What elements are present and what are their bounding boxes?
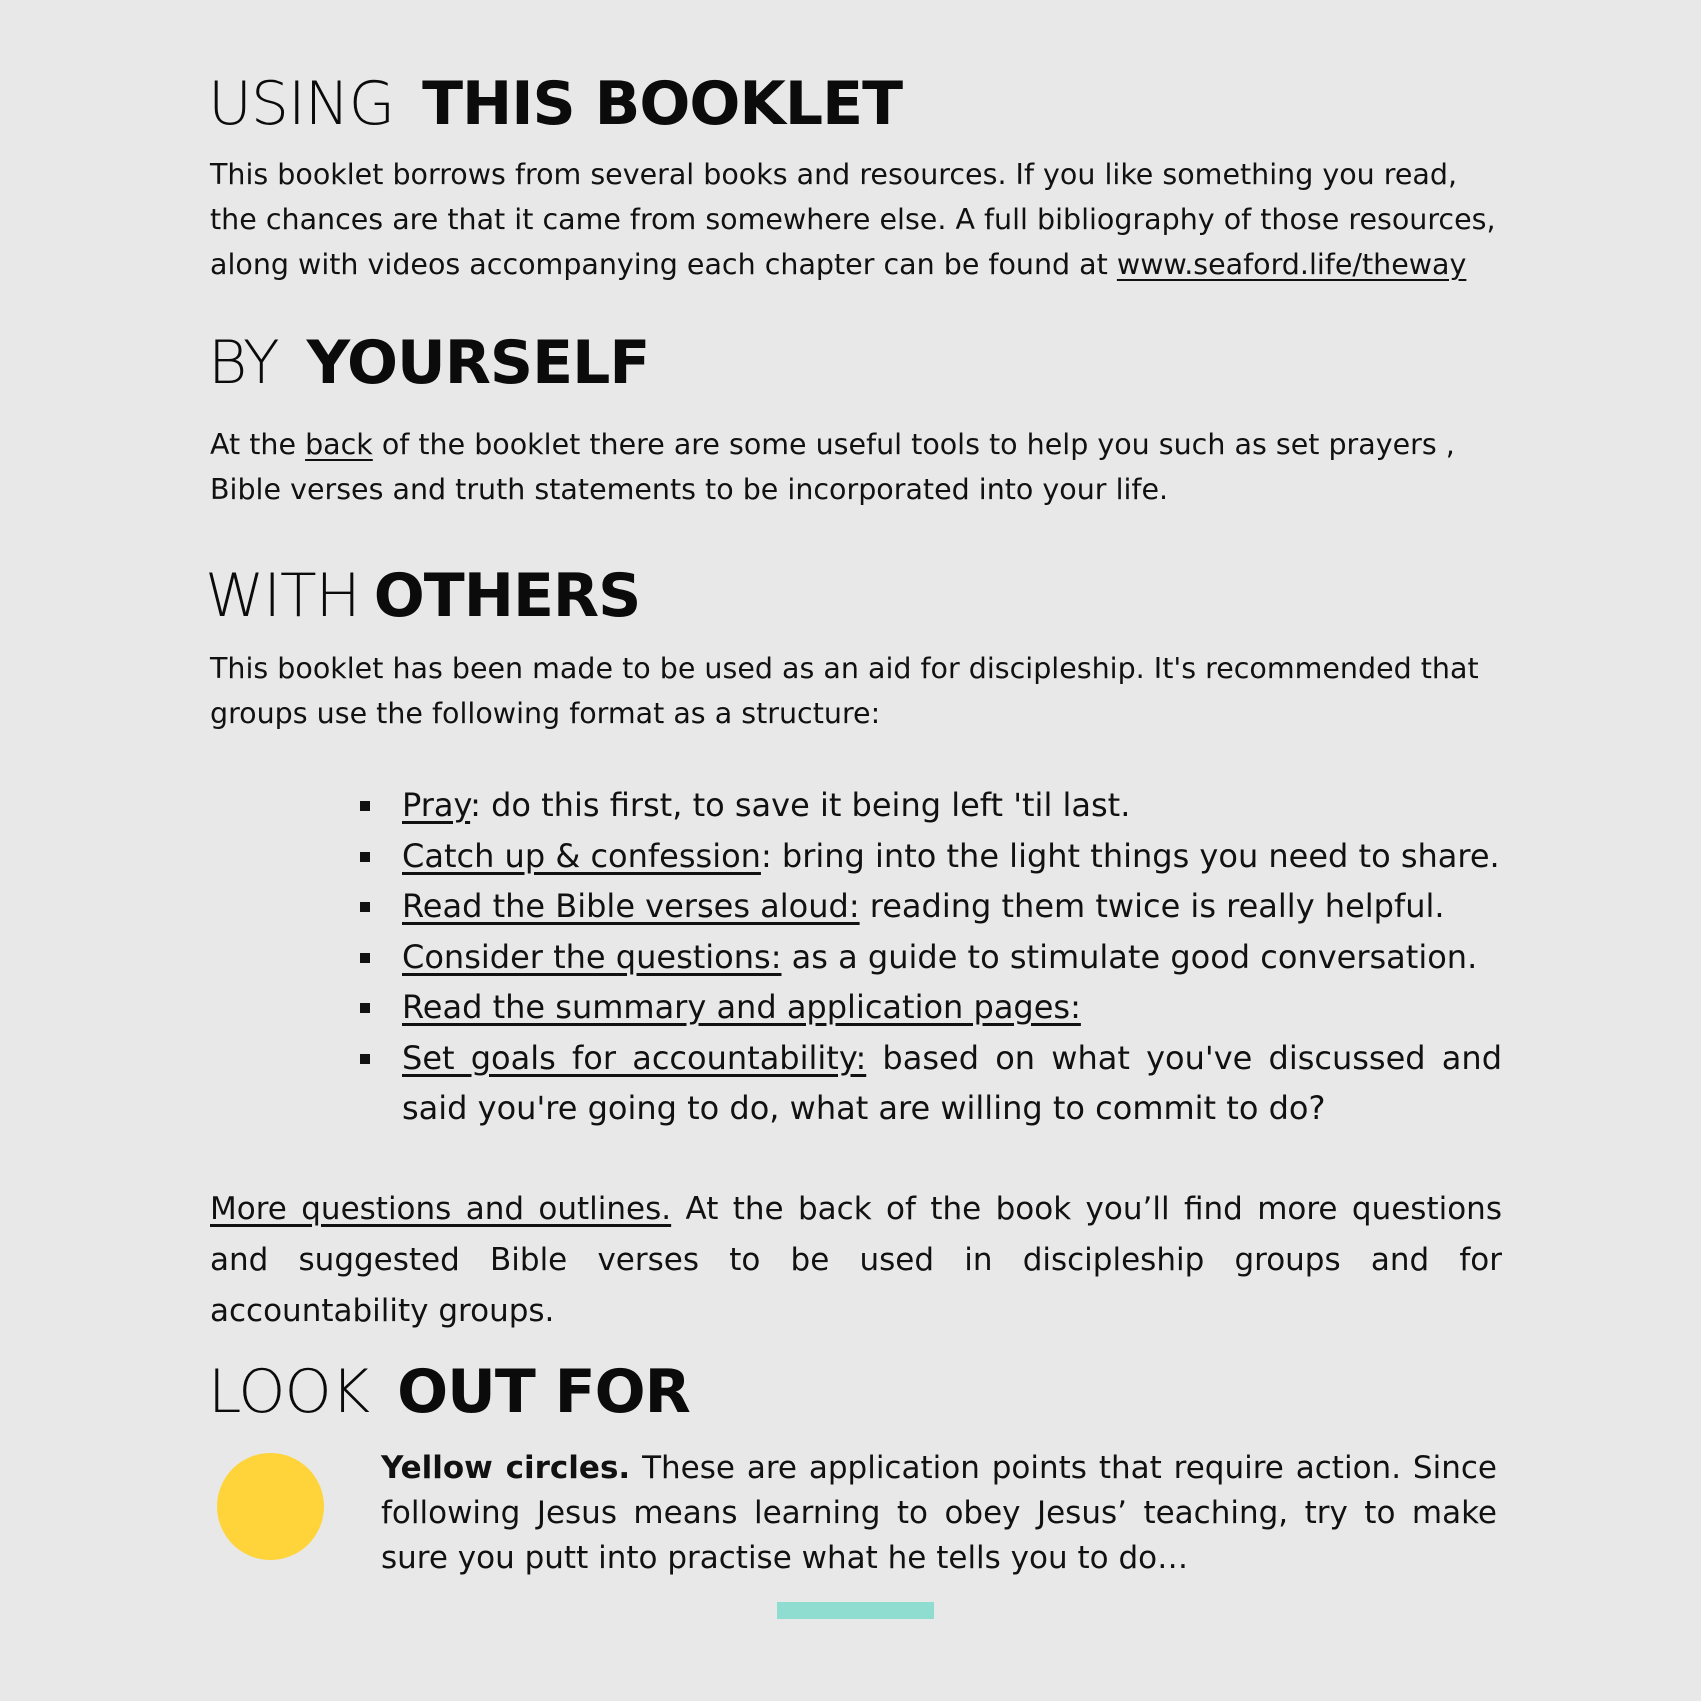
more-questions-text: At the back of the book you’ll find more questions and suggested Bible verses to be used in discipleship groups and for accountability groups. (210, 1191, 1502, 1329)
list-item-label: Read the summary and application pages: (402, 988, 1081, 1026)
structure-list (360, 780, 1502, 1134)
lookout-text: These are application points that require action. Since following Jesus means learning to obey Jesus’ teaching, try to make sure you putt into practise what he tells you to do… (381, 1450, 1497, 1576)
heading-bold: THIS BOOKLET (422, 69, 903, 139)
list-item-text: : do this first, to save it being left 'til last. (470, 786, 1131, 824)
others-intro: This booklet has been made to be used as an aid for discipleship. It's recommended that groups use the following format as a structure: (210, 652, 1479, 730)
heading-look-out-for (208, 1357, 690, 1427)
heading-with-others (205, 561, 641, 631)
square-bullet-icon (360, 953, 370, 963)
accent-divider (777, 1602, 934, 1619)
list-item-label: Pray (402, 786, 471, 824)
heading-by-yourself (208, 328, 650, 398)
list-item-text: as a guide to stimulate good conversation. (781, 937, 1478, 976)
heading-bold: YOURSELF (306, 328, 650, 398)
heading-using-this-booklet (208, 69, 903, 139)
heading-bold: OTHERS (373, 561, 641, 631)
yourself-text-after: of the booklet there are some useful tools to help you such as set prayers , Bible verses and truth statements to be incorporated into your life. (210, 428, 1455, 506)
yourself-text-before: At the (210, 428, 306, 461)
heading-light: BY (208, 328, 279, 398)
back-underlined: back (305, 428, 373, 461)
booklet-text: This booklet borrows from several books and resources. If you like something you read, the chances are that it came from somewhere else. A full bibliography of those resources, along with videos accompanying each chapter can be found at (210, 158, 1496, 281)
list-item-text: : bring into the light things you need to share. (760, 836, 1500, 875)
square-bullet-icon (360, 852, 370, 862)
heading-light: USING (208, 69, 395, 139)
list-item (360, 881, 1502, 932)
list-item (360, 780, 1502, 831)
list-item (360, 982, 1502, 1033)
more-questions-paragraph (210, 1184, 1502, 1337)
booklet-paragraph (210, 152, 1502, 287)
list-item (360, 932, 1502, 983)
yourself-paragraph (210, 422, 1502, 512)
list-item-label: Set goals for accountability: (402, 1038, 867, 1077)
more-questions-label: More questions and outlines. (210, 1191, 672, 1227)
square-bullet-icon (360, 902, 370, 912)
yellow-circle-icon (217, 1453, 324, 1560)
square-bullet-icon (360, 1054, 370, 1064)
list-item-label: Consider the questions: (402, 937, 782, 976)
square-bullet-icon (360, 1003, 370, 1013)
seaford-link[interactable]: www.seaford.life/theway (1116, 248, 1467, 281)
heading-light: LOOK (208, 1357, 370, 1427)
heading-bold: OUT FOR (397, 1357, 690, 1427)
yellow-circles-lead: Yellow circles. (381, 1450, 631, 1486)
lookout-paragraph (381, 1446, 1497, 1581)
list-item (360, 831, 1502, 882)
square-bullet-icon (360, 801, 370, 811)
list-item-label: Catch up & confession (402, 836, 761, 875)
list-item-text: based on what you've discussed and said you're going to do, what are willing to commit to do? (402, 1038, 1503, 1127)
heading-light: WITH (205, 561, 360, 631)
list-item-text: reading them twice is really helpful. (859, 887, 1445, 925)
list-item-label: Read the Bible verses aloud: (402, 887, 860, 925)
list-item (360, 1033, 1502, 1134)
